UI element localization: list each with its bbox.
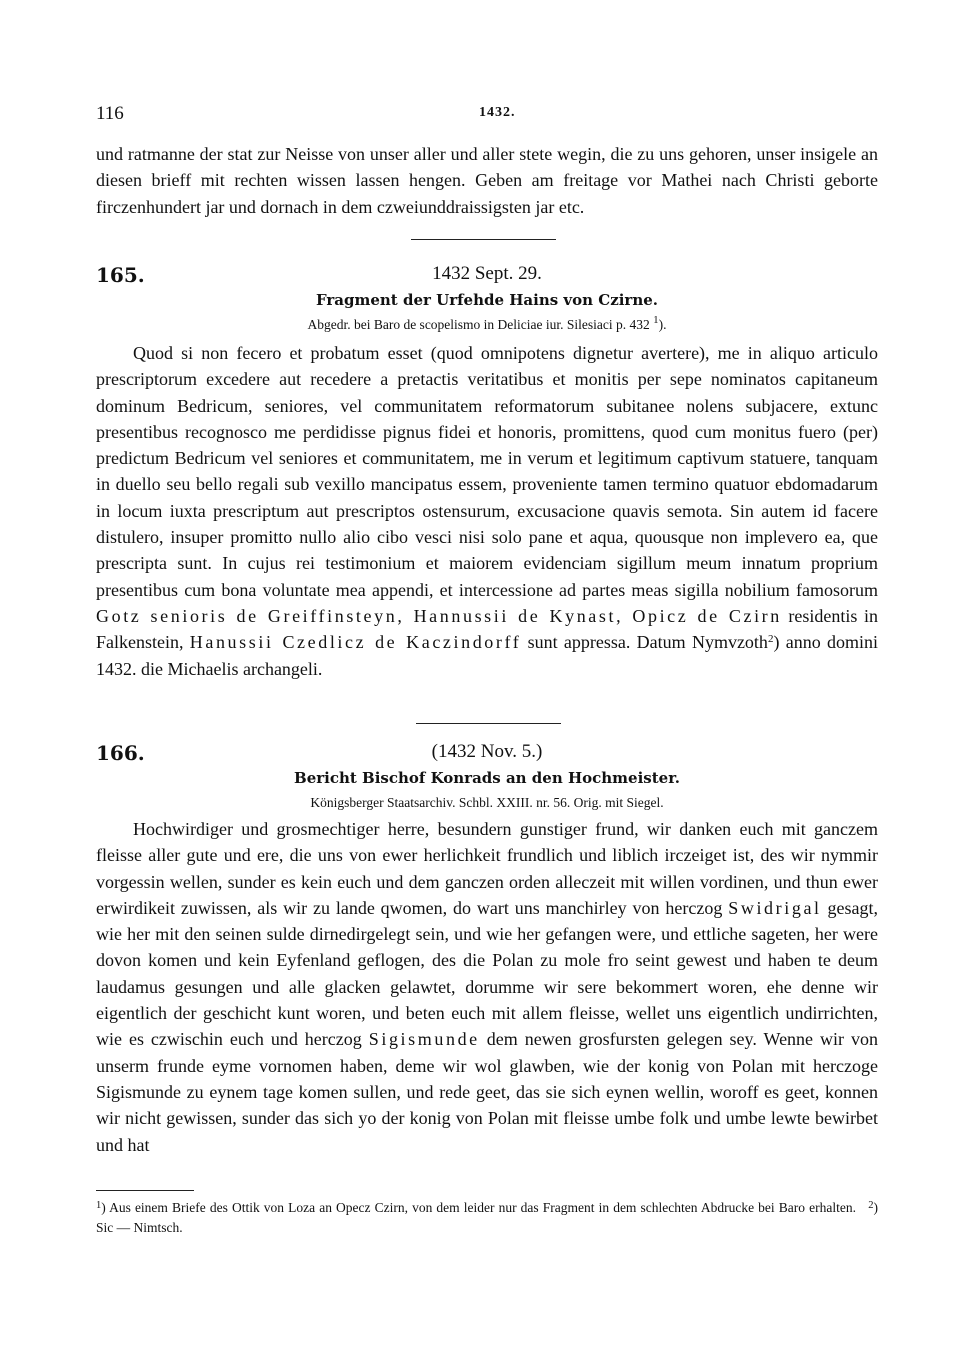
- doc-165-date: 1432 Sept. 29.: [432, 263, 542, 284]
- footnote-2-text: ) Sic — Nimtsch.: [96, 1200, 878, 1235]
- doc-165-body: [96, 340, 878, 682]
- doc-166-name-1: Swidrigal: [728, 897, 822, 918]
- doc-165-body-1: Quod si non fecero et probatum esset (quod omnipotens dignetur avertere), me in aliquo articulo prescriptorum excedere aut recedere a pretactis veritatibus et monitis per sepe nominatos capitaneum dominum Bedricum, seniores, vel communitatem reformatorum subitanee nolens subjacere, extunc presentibus recognosco me perdidisse pignus fidei et honoris, promittens, quod cum monitus fuero (per) predictum Bedricum vel seniores et communitatem, me in verum et legitimum captivum statuere, tanquam in duello seu bello regali sub vexillo mancipatus essem, proveniente tamen termino quatuor ebdomadarum in locum iuxta prescriptum aut prescriptos ostensurum, excusacione quavis semota. Sin autem id facere distulero, insuper promitto nullo alio cibo vesci nisi solo pane et aqua, quousque non implevero ea, que prescripta sunt. In cujus rei testimonium et maiorem evidenciam sigillum meum innatum proprium presentibus cum bona voluntate mea appendi, et intercessione ad partes meas sigilla nobilium famosorum: [96, 343, 878, 600]
- continuation-text: und ratmanne der stat zur Neisse von unser aller und aller stete wegin, die zu uns gehoren, unser insigele an diesen brieff mit rechten wissen lassen hengen. Geben am freitage vor Mathei nach Christi geborte firczenhundert jar und dornach in dem czweiunddraissigsten jar etc.: [96, 144, 878, 217]
- doc-165-title: Fragment der Urfehde Hains von Czirne.: [315, 291, 658, 309]
- doc-166-name-2: Sigismunde: [368, 1029, 480, 1050]
- doc-165-source: [96, 314, 878, 333]
- footnote-2-mark: 2: [868, 1200, 874, 1211]
- doc-166-title: Bericht Bischof Konrads an den Hochmeister.: [294, 769, 680, 787]
- doc-165-names-1: Gotz senioris de Greiffinsteyn, Hannussii de Kynast, Opicz de Czirn: [96, 605, 782, 626]
- footnote-1-text: ) Aus einem Briefe des Ottik von Loza an Opecz Czirn, von dem leider nur das Fragment in dem schlechten Abdrucke bei Baro erhalten.: [101, 1200, 856, 1215]
- doc-165-names-2: Hanussii Czedlicz de Kaczindorff: [189, 632, 522, 653]
- doc-165-body-2: residentis in Falkenstein,: [96, 605, 878, 653]
- doc-165-note-mark: 2: [767, 633, 774, 646]
- doc-166-source: Königsberger Staatsarchiv. Schbl. XXIII. nr. 56. Orig. mit Siegel.: [310, 795, 664, 810]
- section-divider: [416, 723, 561, 724]
- doc-166-number: 166.: [96, 741, 145, 765]
- doc-165-source-note-mark: 1: [653, 314, 659, 326]
- doc-165-source-end: ).: [658, 317, 667, 332]
- doc-166-date: (1432 Nov. 5.): [431, 741, 543, 762]
- doc-166-body-2: gesagt, wie her mit den seinen sulde dirnedirgelegt sein, und wie her gefangen were, und ettliche sageten, her were dovon komen und kein Eyfenland geflogen, des die Polan zu mole fro seint gewest und haben te deum laudamus gesungen und alle glacken gelawtet, dorumme wir sere bekommert woren, ehe denne wir eigentlich der geschicht kunt woren, und beten euch mit allem fleisse, wellet uns eigentlich undirrichten, wie es czwischin euch und herczog: [96, 897, 879, 1050]
- doc-165-body-3: sunt appressa. Datum Nymvzoth: [521, 632, 768, 653]
- footnote-rule: [96, 1190, 194, 1191]
- doc-166-body-1: Hochwirdiger und grosmechtiger herre, besundern gunstiger frund, wir danken euch mit ganczem fleisse aller gute und ere, die uns von ewer herlichkeit frundlich und liblich irczeiget ist, des wir nymmir vorgessin wellen, sunder es kein euch und dem ganczen orden alleczeit mit willen vordinen, und thun ewer erwirdikeit zuwissen, als wir zu lande qwomen, do wart uns manchirley von herczog: [96, 819, 878, 918]
- running-year: 1432.: [479, 105, 516, 120]
- running-header: [96, 103, 878, 127]
- doc-165-source-text: Abgedr. bei Baro de scopelismo in Deliciae iur. Silesiaci p. 432: [307, 317, 650, 332]
- footnote-1-mark: 1: [96, 1200, 102, 1211]
- footnotes: [96, 1196, 878, 1238]
- page-number: 116: [96, 103, 124, 124]
- doc-165-body-4: ) anno domini 1432. die Michaelis archangeli.: [96, 632, 878, 679]
- doc-166-body: [96, 816, 878, 1158]
- section-divider: [411, 239, 556, 240]
- doc-166-body-3: dem newen grosfursten gelegen sey. Wenne wir von unserm frunde eyme vornomen haben, deme wir wol glawben, wie der konig von Polan mit herczoge Sigismunde zu eynem tage komen sullen, und rede geet, das sie sich eynen wellin, woroff es geet, konnen wir nicht gewissen, sunder das sich yo der konig von Polan mit fleisse umbe folk und umbe lewte bewirbet und hat: [96, 1029, 878, 1155]
- doc-165-number: 165.: [96, 263, 145, 287]
